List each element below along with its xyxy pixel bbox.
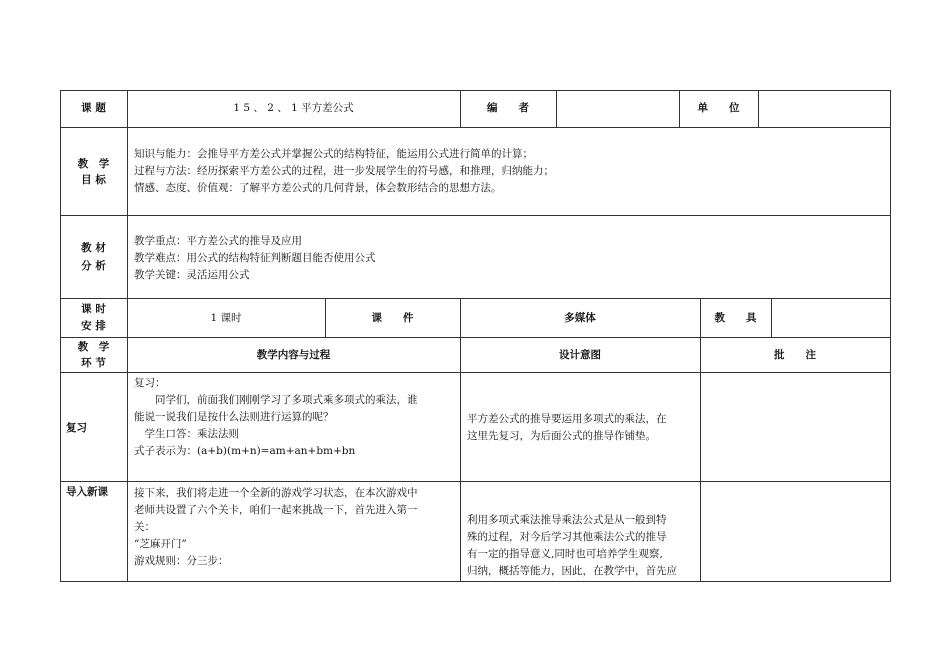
stage-label-line2: 环 节 [81,357,106,369]
intro-content-line-1: 接下来，我们将走进一个全新的游戏学习状态，在本次游戏中 [134,487,418,499]
rule-label-column [127,90,128,582]
analysis-line-2: 教学难点：用公式的结构特征判断题目能否使用公式 [134,252,376,264]
review-content-line-5: 式子表示为：(a+b)(m+n)=am+an+bm+bn [134,445,356,457]
review-content-line-4: 学生口答：乘法法则 [134,428,239,440]
goals-label-line2: 目 标 [81,174,106,186]
content-column-header: 教学内容与过程 [256,349,331,361]
intent-column-header: 设计意图 [559,349,601,361]
rule-intent-notes [700,337,701,582]
goals-line-3: 情感、态度、价值观：了解平方差公式的几何背景，体会数形结合的思想方法。 [134,182,502,194]
notes-column-header: 批 注 [774,349,816,361]
rule-after-schedule [60,337,891,338]
analysis-label-line1: 教 材 [81,242,106,254]
topic-label: 课 题 [81,102,106,114]
rule-unit-value [758,90,759,128]
analysis-line-3: 教学关键：灵活运用公式 [134,269,250,281]
review-content-line-2: 同学们，前面我们刚刚学习了多项式乘多项式的乘法，谁 [134,394,418,406]
rule-bottom [60,581,891,582]
schedule-label-line1: 课 时 [81,303,106,315]
goals-line-2: 过程与方法：经历探索平方差公式的过程，进一步发展学生的符号感，和推理，归纳能力； [134,165,554,177]
editor-label: 编 者 [487,102,529,114]
schedule-label-line2: 安 排 [81,320,106,332]
goals-label-line1: 教 学 [77,158,110,170]
rule-right [890,90,891,582]
review-content-line-1: 复习： [134,377,166,389]
intro-content-line-3: 关： [134,521,155,533]
goals-line-1: 知识与能力：会推导平方差公式并掌握公式的结构特征，能运用公式进行简单的计算； [134,148,533,160]
intro-intent-line-4: 归纳，概括等能力，因此，在教学中，首先应 [467,565,677,577]
analysis-line-1: 教学重点：平方差公式的推导及应用 [134,235,302,247]
review-stage: 复习 [66,422,87,434]
intro-intent-line-1: 利用多项式乘法推导乘法公式是从一般到特 [467,514,667,526]
rule-after-analysis [60,298,891,299]
rule-after-topic [60,127,891,128]
intro-intent-line-3: 有一定的指导意义,同时也可培养学生观察, [467,548,663,560]
intro-content-line-5: 游戏规则：分三步： [134,555,229,567]
review-content-line-3: 能说一说我们是按什么法则进行运算的呢？ [134,411,334,423]
analysis-label-line2: 分 析 [81,260,106,272]
course-value: 多媒体 [564,312,596,324]
tools-label: 教 具 [714,312,757,324]
review-intent-line-1: 平方差公式的推导要运用多项式的乘法，在 [467,413,667,425]
unit-label: 单 位 [697,102,740,114]
intro-content-line-4: “芝麻开门” [134,538,187,550]
rule-top [60,90,891,91]
topic-value: 1 5 、 2 、 1 平方差公式 [233,102,354,114]
intro-stage: 导入新课 [66,486,108,498]
rule-content-intent [460,337,461,582]
rule-after-goals [60,215,891,216]
course-label: 课 件 [371,312,414,324]
rule-after-columns [60,372,891,373]
rule-tools-value [771,298,772,338]
intro-content-line-2: 老师共设置了六个关卡，咱们一起来挑战一下，首先进入第一 [134,504,418,516]
rule-editor-value [556,90,557,128]
hours-value: 1 课时 [210,312,242,324]
stage-label-line1: 教 学 [77,341,110,353]
review-intent-line-2: 这里先复习，为后面公式的推导作铺垫。 [467,430,656,442]
intro-intent-line-2: 殊的过程，对今后学习其他乘法公式的推导 [467,531,667,543]
rule-after-review [60,481,891,482]
